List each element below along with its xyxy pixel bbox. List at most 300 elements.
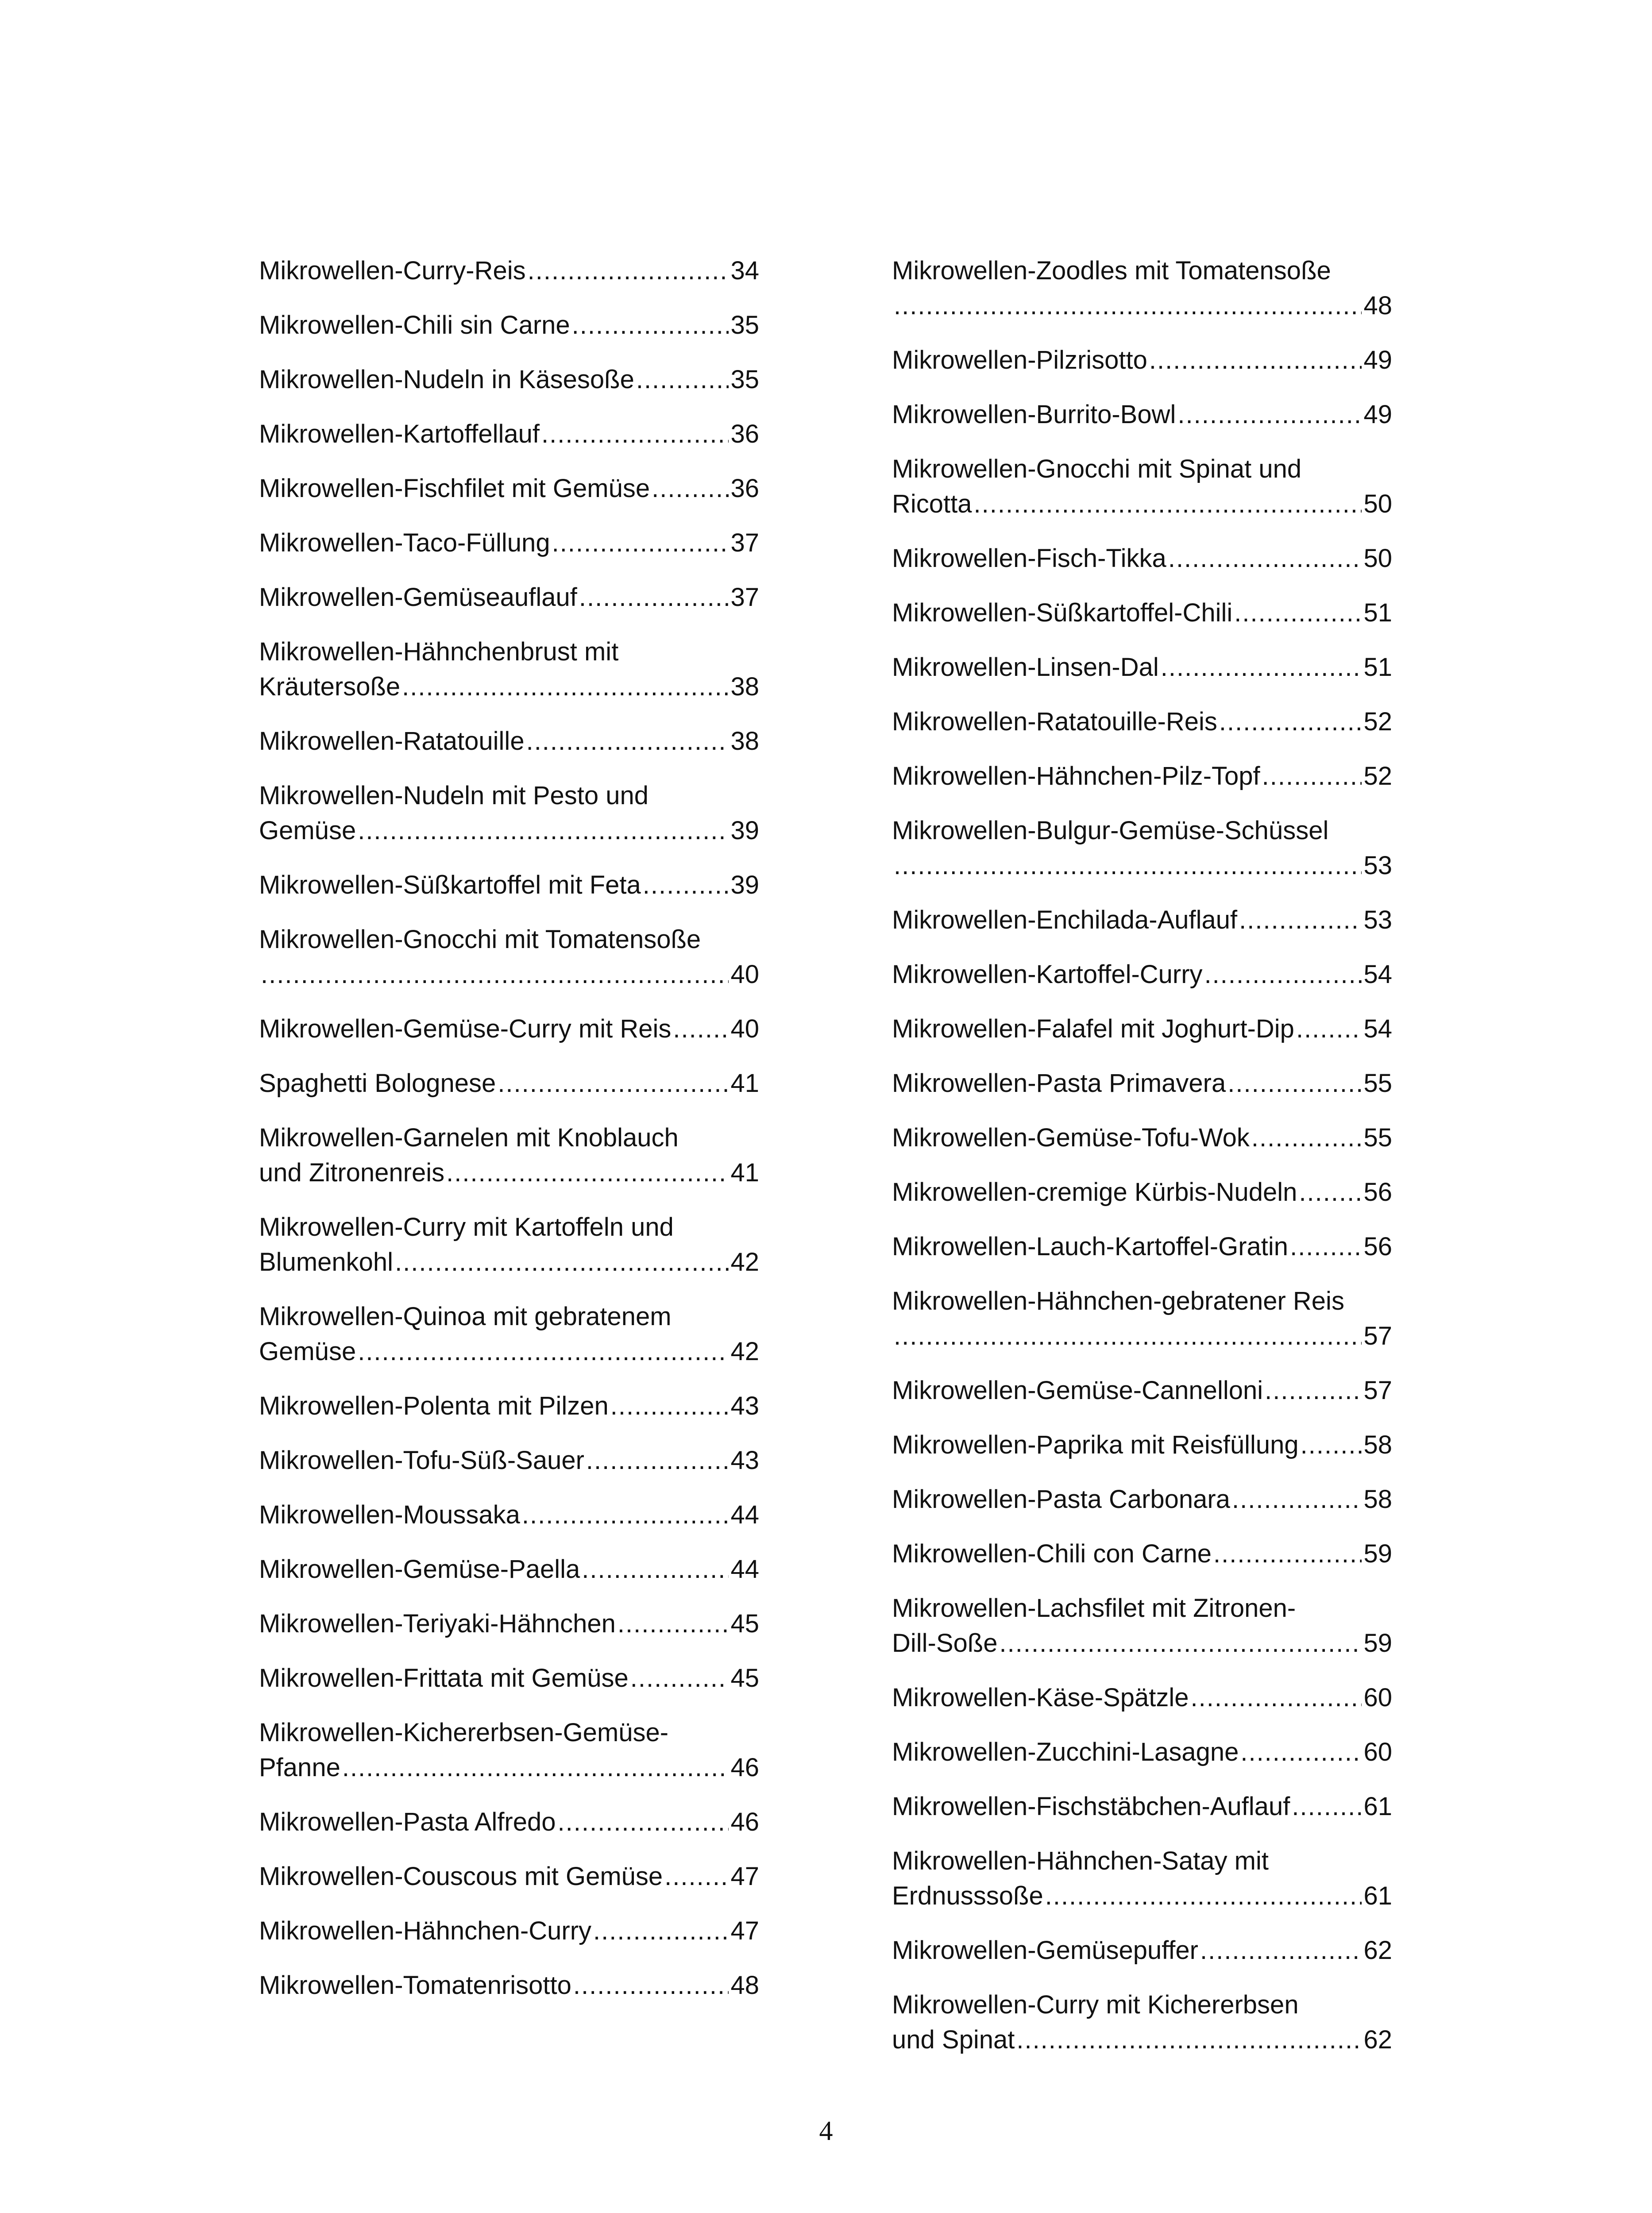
dot-leader (1149, 343, 1362, 378)
dot-leader (636, 362, 729, 397)
toc-entry-page-number: 53 (1363, 851, 1392, 880)
toc-entry-title: Mikrowellen-Käse-Spätzle (892, 1683, 1189, 1712)
toc-column-left (259, 253, 759, 2022)
toc-entry-line (892, 2022, 1392, 2057)
toc-entry[interactable] (259, 1552, 759, 1587)
toc-entry[interactable] (259, 1497, 759, 1532)
toc-entry-line (259, 1715, 759, 1750)
dot-leader (358, 1334, 729, 1369)
toc-entry[interactable] (259, 1011, 759, 1046)
toc-entry[interactable] (892, 1427, 1392, 1462)
toc-entry-title: Mikrowellen-Frittata mit Gemüse (259, 1664, 629, 1693)
toc-entry[interactable] (892, 451, 1392, 521)
toc-entry-title: und Zitronenreis (259, 1158, 445, 1187)
toc-entry-page-number: 39 (730, 816, 759, 845)
toc-entry[interactable] (259, 580, 759, 615)
toc-entry-title: Mikrowellen-Gemüsepuffer (892, 1936, 1198, 1965)
toc-entry[interactable] (892, 1536, 1392, 1571)
toc-entry-page-number: 47 (730, 1862, 759, 1891)
dot-leader (1219, 704, 1362, 739)
toc-entry-title: Mikrowellen-Fischfilet mit Gemüse (259, 474, 650, 503)
dot-leader (586, 1443, 729, 1478)
dot-leader (974, 486, 1362, 521)
toc-entry-line (259, 1497, 759, 1532)
toc-entry-title: Mikrowellen-Fisch-Tikka (892, 544, 1166, 573)
dot-leader (1213, 1536, 1362, 1571)
toc-entry-line (892, 957, 1392, 992)
toc-entry[interactable] (892, 1373, 1392, 1408)
dot-leader (498, 1066, 729, 1101)
dot-leader (1234, 595, 1362, 630)
toc-entry-line (892, 253, 1392, 288)
dot-leader (541, 416, 729, 451)
toc-entry-title: Mikrowellen-Polenta mit Pilzen (259, 1392, 609, 1420)
toc-entry-title: Mikrowellen-Pilzrisotto (892, 346, 1147, 374)
dot-leader (528, 253, 729, 288)
toc-entry-page-number: 51 (1363, 653, 1392, 682)
toc-entry[interactable] (259, 1299, 759, 1369)
toc-entry-title: Mikrowellen-Pasta Primavera (892, 1069, 1226, 1098)
toc-entry-line (259, 1750, 759, 1785)
toc-entry[interactable] (259, 1968, 759, 2003)
toc-entry-line (892, 1626, 1392, 1661)
toc-entry-line (892, 397, 1392, 432)
toc-entry-title: Mikrowellen-Kartoffellauf (259, 420, 540, 448)
toc-entry[interactable] (259, 778, 759, 848)
toc-entry[interactable] (259, 362, 759, 397)
toc-entry-page-number: 58 (1363, 1430, 1392, 1459)
toc-entry-page-number: 37 (730, 583, 759, 612)
toc-entry[interactable] (892, 1066, 1392, 1101)
toc-entry-title: Mikrowellen-Gemüse-Cannelloni (892, 1376, 1263, 1405)
dot-leader (1292, 1789, 1362, 1824)
toc-entry-line (892, 1066, 1392, 1101)
toc-entry-line (259, 1066, 759, 1101)
toc-entry-line (892, 1427, 1392, 1462)
toc-entry-line (892, 1789, 1392, 1824)
toc-entry-line (259, 1552, 759, 1587)
toc-entry-title: Gemüse (259, 816, 356, 845)
toc-entry-title: Mikrowellen-Lauch-Kartoffel-Gratin (892, 1232, 1289, 1261)
toc-entry-line (259, 1120, 759, 1155)
toc-entry-title: Mikrowellen-Garnelen mit Knoblauch (259, 1123, 679, 1152)
dot-leader (395, 1245, 729, 1280)
dot-leader (1232, 1482, 1362, 1517)
toc-entry-title: Pfanne (259, 1753, 340, 1782)
toc-entry[interactable] (259, 1661, 759, 1696)
toc-entry-title: Ricotta (892, 490, 972, 518)
toc-entry-page-number: 52 (1363, 762, 1392, 790)
toc-entry-line (259, 1859, 759, 1894)
toc-entry-line (892, 902, 1392, 937)
dot-leader (261, 957, 729, 992)
toc-entry-page-number: 44 (730, 1500, 759, 1529)
toc-entry-title: Mikrowellen-Gemüseauflauf (259, 583, 577, 612)
toc-entry-page-number: 42 (730, 1337, 759, 1366)
toc-entry-title: Mikrowellen-Paprika mit Reisfüllung (892, 1430, 1299, 1459)
toc-entry-page-number: 60 (1363, 1738, 1392, 1766)
toc-entry-page-number: 42 (730, 1248, 759, 1276)
toc-entry-title: Mikrowellen-Enchilada-Auflauf (892, 906, 1238, 934)
toc-entry-page-number: 40 (730, 960, 759, 989)
dot-leader (894, 1319, 1362, 1353)
dot-leader (402, 669, 729, 704)
dot-leader (1161, 650, 1362, 685)
toc-entry-line (892, 1591, 1392, 1626)
toc-entry-page-number: 46 (730, 1753, 759, 1782)
toc-entry-title: Mikrowellen-Süßkartoffel-Chili (892, 598, 1233, 627)
toc-entry-line (259, 471, 759, 506)
toc-entry-page-number: 40 (730, 1014, 759, 1043)
toc-entry-page-number: 54 (1363, 960, 1392, 989)
dot-leader (342, 1750, 729, 1785)
toc-entry-line (259, 957, 759, 992)
dot-leader (1262, 759, 1362, 794)
toc-entry-line (892, 1319, 1392, 1353)
toc-entry-line (892, 288, 1392, 323)
toc-entry[interactable] (892, 1011, 1392, 1046)
toc-entry-title: Mikrowellen-Kichererbsen-Gemüse- (259, 1718, 669, 1747)
toc-entry-title: Kräutersoße (259, 672, 401, 701)
dot-leader (1000, 1626, 1362, 1661)
dot-leader (1301, 1427, 1362, 1462)
toc-entry-line (259, 580, 759, 615)
toc-entry-title: Mikrowellen-Nudeln mit Pesto und (259, 781, 649, 810)
toc-entry[interactable] (892, 1680, 1392, 1715)
dot-leader (1251, 1120, 1362, 1155)
toc-entry-line (259, 634, 759, 669)
toc-entry-title: Mikrowellen-Burrito-Bowl (892, 400, 1176, 429)
toc-entry-title: Mikrowellen-Curry mit Kichererbsen (892, 1990, 1299, 2019)
toc-entry-line (259, 1606, 759, 1641)
toc-entry-title: Gemüse (259, 1337, 356, 1366)
toc-entry-page-number: 48 (730, 1971, 759, 2000)
toc-entry-page-number: 50 (1363, 544, 1392, 573)
toc-entry-title: Mikrowellen-Hähnchen-Satay mit (892, 1847, 1269, 1875)
toc-entry[interactable] (259, 1859, 759, 1894)
toc-entry-line (892, 1229, 1392, 1264)
toc-entry-line (259, 308, 759, 343)
dot-leader (593, 1913, 729, 1948)
dot-leader (673, 1011, 729, 1046)
toc-entry-line (259, 922, 759, 957)
toc-entry[interactable] (259, 922, 759, 992)
toc-entry-title: Mikrowellen-Linsen-Dal (892, 653, 1159, 682)
toc-entry-page-number: 46 (730, 1808, 759, 1836)
toc-entry-title: Mikrowellen-Chili con Carne (892, 1539, 1212, 1568)
toc-entry-title: Mikrowellen-Gnocchi mit Spinat und (892, 455, 1302, 483)
toc-entry-title: Mikrowellen-Falafel mit Joghurt-Dip (892, 1014, 1294, 1043)
toc-entry-page-number: 45 (730, 1664, 759, 1693)
toc-entry-page-number: 56 (1363, 1178, 1392, 1207)
toc-entry-title: Mikrowellen-Pasta Carbonara (892, 1485, 1230, 1514)
toc-entry-line (259, 1804, 759, 1839)
toc-entry[interactable] (259, 1388, 759, 1423)
toc-entry[interactable] (259, 867, 759, 902)
toc-entry[interactable] (259, 308, 759, 343)
toc-entry[interactable] (892, 650, 1392, 685)
dot-leader (552, 525, 729, 560)
toc-entry-line (892, 595, 1392, 630)
toc-entry[interactable] (259, 1120, 759, 1190)
toc-entry-title: Mikrowellen-Hähnchen-Pilz-Topf (892, 762, 1260, 790)
toc-entry[interactable] (259, 724, 759, 759)
toc-entry[interactable] (259, 634, 759, 704)
toc-entry-line (259, 1011, 759, 1046)
toc-entry-page-number: 43 (730, 1392, 759, 1420)
toc-entry[interactable] (892, 1933, 1392, 1968)
toc-entry[interactable] (892, 397, 1392, 432)
toc-entry-page-number: 57 (1363, 1322, 1392, 1350)
toc-entry-page-number: 60 (1363, 1683, 1392, 1712)
toc-entry-title: Dill-Soße (892, 1629, 998, 1658)
toc-entry-title: Mikrowellen-Gemüse-Curry mit Reis (259, 1014, 672, 1043)
dot-leader (1177, 397, 1362, 432)
toc-entry-line (892, 1878, 1392, 1913)
toc-entry[interactable] (892, 1482, 1392, 1517)
toc-entry-line (259, 1155, 759, 1190)
toc-entry[interactable] (259, 525, 759, 560)
toc-entry[interactable] (259, 416, 759, 451)
toc-entry-line (892, 1536, 1392, 1571)
toc-entry-title: Mikrowellen-Hähnchenbrust mit (259, 637, 619, 666)
toc-entry[interactable] (259, 1804, 759, 1839)
toc-entry-line (259, 525, 759, 560)
toc-entry-line (259, 867, 759, 902)
toc-entry-page-number: 47 (730, 1916, 759, 1945)
dot-leader (1227, 1066, 1362, 1101)
toc-entry[interactable] (892, 253, 1392, 323)
toc-entry-title: und Spinat (892, 2025, 1015, 2054)
toc-entry-page-number: 59 (1363, 1629, 1392, 1658)
toc-entry[interactable] (892, 813, 1392, 883)
dot-leader (1190, 1680, 1362, 1715)
toc-entry[interactable] (892, 1284, 1392, 1353)
toc-entry[interactable] (259, 253, 759, 288)
toc-entry-title: Mikrowellen-Couscous mit Gemüse (259, 1862, 663, 1891)
toc-entry[interactable] (259, 1913, 759, 1948)
toc-entry[interactable] (892, 1987, 1392, 2057)
toc-entry-line (892, 1482, 1392, 1517)
toc-entry-title: Mikrowellen-Tomatenrisotto (259, 1971, 571, 2000)
toc-entry-page-number: 62 (1363, 2025, 1392, 2054)
toc-entry-title: Mikrowellen-Gemüse-Tofu-Wok (892, 1123, 1250, 1152)
toc-entry-title: Mikrowellen-Pasta Alfredo (259, 1808, 556, 1836)
toc-entry-title: Mikrowellen-Curry-Reis (259, 256, 526, 285)
toc-entry-title: Mikrowellen-Fischstäbchen-Auflauf (892, 1792, 1290, 1821)
toc-entry-line (892, 451, 1392, 486)
dot-leader (446, 1155, 729, 1190)
toc-entry-page-number: 49 (1363, 346, 1392, 374)
toc-entry-page-number: 35 (730, 365, 759, 394)
toc-entry-page-number: 53 (1363, 906, 1392, 934)
toc-entry-title: Mikrowellen-Süßkartoffel mit Feta (259, 871, 641, 899)
toc-entry-line (259, 813, 759, 848)
toc-entry-line (892, 1373, 1392, 1408)
toc-entry[interactable] (259, 1210, 759, 1280)
toc-entry-title: Mikrowellen-Taco-Füllung (259, 528, 550, 557)
toc-entry-line (892, 343, 1392, 378)
dot-leader (358, 813, 729, 848)
toc-entry-page-number: 58 (1363, 1485, 1392, 1514)
toc-entry-page-number: 34 (730, 256, 759, 285)
toc-entry-title: Mikrowellen-Moussaka (259, 1500, 520, 1529)
toc-entry-line (259, 362, 759, 397)
dot-leader (573, 1968, 729, 2003)
dot-leader (1239, 902, 1362, 937)
dot-leader (1265, 1373, 1362, 1408)
toc-entry-title: Mikrowellen-Nudeln in Käsesoße (259, 365, 634, 394)
toc-entry-line (892, 704, 1392, 739)
toc-entry-title: Mikrowellen-Kartoffel-Curry (892, 960, 1203, 989)
toc-entry[interactable] (259, 1066, 759, 1101)
dot-leader (1168, 541, 1362, 576)
toc-entry-page-number: 45 (730, 1609, 759, 1638)
toc-entry[interactable] (892, 541, 1392, 576)
toc-entry-title: Mikrowellen-Curry mit Kartoffeln und (259, 1213, 674, 1241)
dot-leader (1290, 1229, 1362, 1264)
toc-entry-title: Mikrowellen-Lachsfilet mit Zitronen- (892, 1594, 1296, 1623)
toc-entry-title: Mikrowellen-Zucchini-Lasagne (892, 1738, 1239, 1766)
toc-entry-line (259, 778, 759, 813)
toc-entry-line (259, 669, 759, 704)
toc-entry-page-number: 50 (1363, 490, 1392, 518)
toc-entry[interactable] (892, 1591, 1392, 1661)
toc-entry-line (892, 813, 1392, 848)
dot-leader (630, 1661, 729, 1696)
dot-leader (572, 308, 729, 343)
dot-leader (1200, 1933, 1362, 1968)
toc-entry-page-number: 38 (730, 727, 759, 756)
toc-entry-line (259, 1299, 759, 1334)
toc-entry-line (892, 759, 1392, 794)
dot-leader (610, 1388, 729, 1423)
toc-entry[interactable] (892, 1789, 1392, 1824)
toc-entry-page-number: 61 (1363, 1792, 1392, 1821)
dot-leader (1296, 1011, 1362, 1046)
toc-entry[interactable] (892, 1175, 1392, 1210)
toc-entry-title: Mikrowellen-Gnocchi mit Tomatensoße (259, 925, 701, 954)
toc-entry-page-number: 44 (730, 1555, 759, 1584)
toc-entry-page-number: 59 (1363, 1539, 1392, 1568)
toc-entry-page-number: 55 (1363, 1123, 1392, 1152)
toc-entry-page-number: 56 (1363, 1232, 1392, 1261)
dot-leader (652, 471, 729, 506)
toc-entry-page-number: 37 (730, 528, 759, 557)
toc-entry-line (892, 650, 1392, 685)
toc-entry[interactable] (259, 1606, 759, 1641)
toc-entry[interactable] (892, 759, 1392, 794)
toc-entry-title: Mikrowellen-Gemüse-Paella (259, 1555, 580, 1584)
toc-entry-line (259, 253, 759, 288)
toc-entry[interactable] (259, 471, 759, 506)
toc-entry-title: Mikrowellen-Teriyaki-Hähnchen (259, 1609, 616, 1638)
toc-entry-title: Mikrowellen-Zoodles mit Tomatensoße (892, 256, 1331, 285)
dot-leader (526, 724, 729, 759)
toc-entry-page-number: 54 (1363, 1014, 1392, 1043)
toc-entry[interactable] (892, 1229, 1392, 1264)
toc-entry-line (892, 486, 1392, 521)
dot-leader (522, 1497, 729, 1532)
dot-leader (1045, 1878, 1362, 1913)
toc-entry[interactable] (892, 1120, 1392, 1155)
toc-entry-title: Mikrowellen-Quinoa mit gebratenem (259, 1302, 672, 1331)
toc-entry-page-number: 55 (1363, 1069, 1392, 1098)
toc-entry-page-number: 41 (730, 1158, 759, 1187)
toc-entry-title: Mikrowellen-Hähnchen-Curry (259, 1916, 592, 1945)
toc-entry[interactable] (892, 595, 1392, 630)
toc-entry[interactable] (892, 902, 1392, 937)
toc-entry[interactable] (892, 1735, 1392, 1770)
toc-entry[interactable] (892, 957, 1392, 992)
toc-entry-page-number: 57 (1363, 1376, 1392, 1405)
toc-entry-title: Mikrowellen-Tofu-Süß-Sauer (259, 1446, 584, 1475)
dot-leader (1016, 2022, 1362, 2057)
toc-entry-page-number: 48 (1363, 291, 1392, 320)
toc-entry-page-number: 49 (1363, 400, 1392, 429)
toc-entry-line (892, 1933, 1392, 1968)
toc-entry-line (259, 1443, 759, 1478)
toc-entry-line (892, 541, 1392, 576)
toc-entry-title: Erdnusssoße (892, 1881, 1043, 1910)
toc-entry-line (892, 1735, 1392, 1770)
toc-entry-line (259, 1388, 759, 1423)
toc-entry[interactable] (259, 1715, 759, 1785)
toc-entry[interactable] (259, 1443, 759, 1478)
toc-entry-line (259, 724, 759, 759)
toc-entry-title: Mikrowellen-Ratatouille-Reis (892, 707, 1217, 736)
toc-entry-line (892, 1120, 1392, 1155)
toc-entry-title: Mikrowellen-Chili sin Carne (259, 311, 570, 339)
dot-leader (1299, 1175, 1362, 1210)
toc-entry-line (892, 1987, 1392, 2022)
toc-entry-line (892, 1175, 1392, 1210)
dot-leader (894, 848, 1362, 883)
toc-entry-line (259, 1913, 759, 1948)
dot-leader (582, 1552, 729, 1587)
dot-leader (579, 580, 729, 615)
toc-entry-title: Mikrowellen-cremige Kürbis-Nudeln (892, 1178, 1297, 1207)
page-number: 4 (819, 2116, 833, 2146)
dot-leader (558, 1804, 729, 1839)
dot-leader (643, 867, 729, 902)
toc-entry-title: Mikrowellen-Hähnchen-gebratener Reis (892, 1287, 1344, 1315)
toc-entry[interactable] (892, 1843, 1392, 1913)
toc-entry[interactable] (892, 343, 1392, 378)
toc-entry-title: Mikrowellen-Ratatouille (259, 727, 525, 756)
toc-entry-page-number: 52 (1363, 707, 1392, 736)
dot-leader (1240, 1735, 1362, 1770)
toc-entry-line (892, 1011, 1392, 1046)
toc-entry-line (259, 1245, 759, 1280)
toc-entry-page-number: 43 (730, 1446, 759, 1475)
toc-entry-page-number: 39 (730, 871, 759, 899)
dot-leader (618, 1606, 729, 1641)
toc-entry-line (259, 1968, 759, 2003)
toc-entry-line (892, 1680, 1392, 1715)
toc-entry-page-number: 41 (730, 1069, 759, 1098)
toc-entry-page-number: 38 (730, 672, 759, 701)
toc-entry-line (259, 1661, 759, 1696)
toc-entry-line (892, 1843, 1392, 1878)
toc-entry-line (259, 1334, 759, 1369)
toc-entry-line (259, 416, 759, 451)
dot-leader (664, 1859, 729, 1894)
toc-entry[interactable] (892, 704, 1392, 739)
toc-entry-line (259, 1210, 759, 1245)
toc-entry-line (892, 1284, 1392, 1319)
toc-entry-title: Spaghetti Bolognese (259, 1069, 496, 1098)
